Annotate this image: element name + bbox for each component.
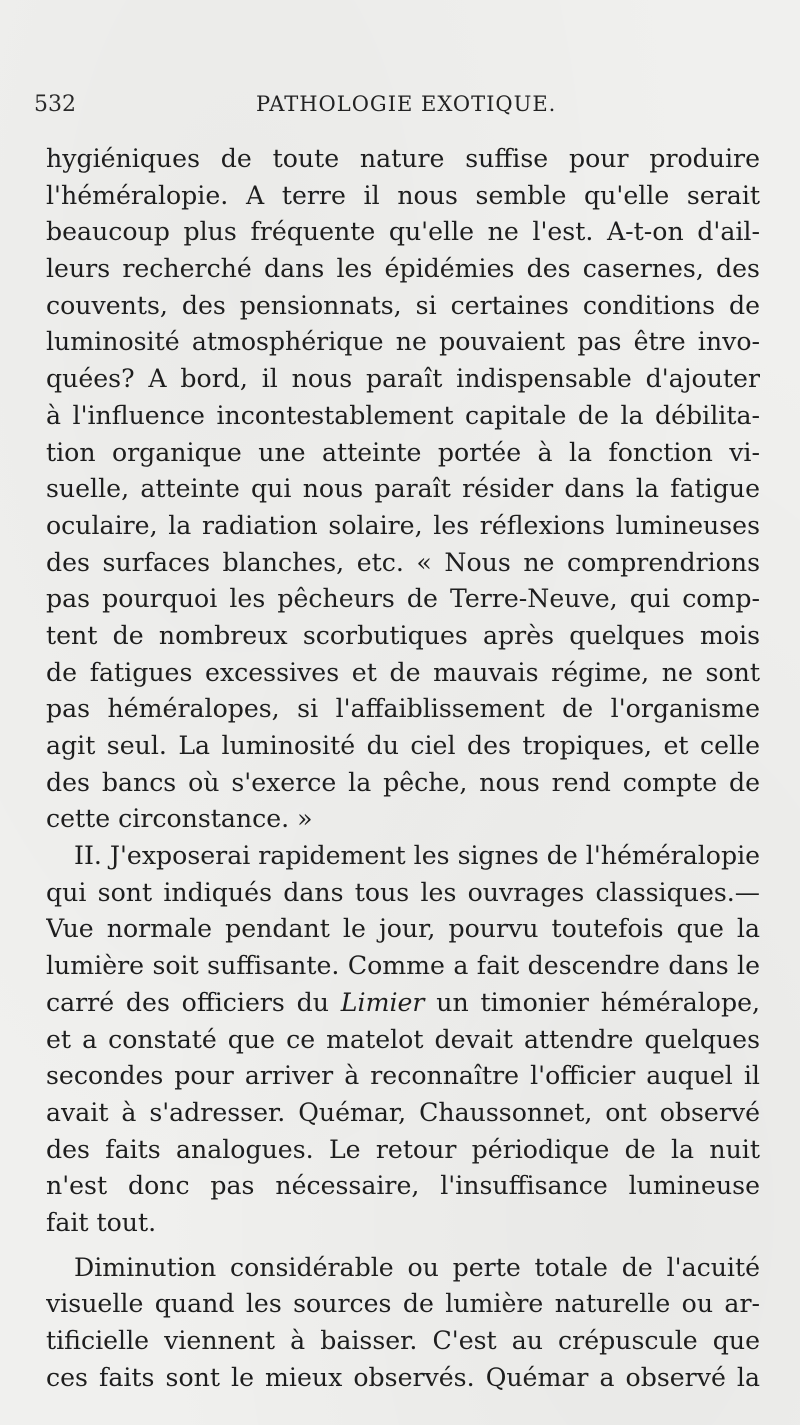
text-line: des bancs où s'exerce la pêche, nous rend compte de: [46, 767, 760, 797]
paragraph-2: [46, 838, 760, 1242]
text-line: Vue normale pendant le jour, pourvu toutefois que la: [46, 914, 760, 944]
text-line: Diminution considérable ou perte totale de l'acuité: [74, 1252, 760, 1282]
text-line: pas héméralopes, si l'affaiblissement de l'organisme: [46, 694, 760, 724]
text-line: tent de nombreux scorbutiques après quelques mois: [46, 620, 760, 650]
text-line: ces faits sont le mieux observés. Quémar a observé la: [46, 1362, 760, 1392]
paragraph-gap: [46, 1242, 760, 1250]
text-line: à l'influence incontestablement capitale de la débilita-: [46, 400, 760, 430]
body-text: [46, 141, 760, 1396]
text-line: pas pourquoi les pêcheurs de Terre-Neuve, qui comp-: [46, 584, 760, 614]
text-line: agit seul. La luminosité du ciel des tropiques, et celle: [46, 731, 760, 760]
text-line: des faits analogues. Le retour périodique de la nuit: [46, 1134, 760, 1164]
text-line: lumière soit suffisante. Comme a fait descendre dans le: [46, 951, 760, 981]
text-line: l'héméralopie. A terre il nous semble qu'elle serait: [46, 180, 760, 210]
text-line: n'est donc pas nécessaire, l'insuffisance lumineuse: [46, 1171, 760, 1201]
text-line: secondes pour arriver à reconnaître l'officier auquel il: [46, 1061, 760, 1091]
text-line: quées? A bord, il nous paraît indispensable d'ajouter: [46, 364, 760, 394]
text-line: tificielle viennent à baisser. C'est au crépuscule que: [46, 1326, 760, 1355]
text-line: tion organique une atteinte portée à la fonction vi-: [46, 437, 760, 467]
ship-name: Limier: [340, 987, 425, 1017]
text-line: des surfaces blanches, etc. « Nous ne comprendrions: [46, 547, 760, 577]
running-title: PATHOLOGIE EXOTIQUE.: [256, 92, 557, 116]
text-line: suelle, atteinte qui nous paraît résider dans la fatigue: [46, 474, 760, 504]
text-line: beaucoup plus fréquente qu'elle ne l'est. A-t-on d'ail-: [46, 217, 760, 247]
text-line: hygiéniques de toute nature suffise pour produire: [46, 144, 760, 173]
text-line: luminosité atmosphérique ne pouvaient pas être invo-: [46, 327, 760, 357]
running-head: [34, 92, 764, 122]
text-line: couvents, des pensionnats, si certaines conditions de: [46, 290, 760, 320]
page-number: 532: [34, 92, 76, 117]
text-line: II. J'exposerai rapidement les signes de l'héméralopie: [74, 841, 760, 871]
text-line: de fatigues excessives et de mauvais régime, ne sont: [46, 657, 760, 687]
paragraph-1: [46, 141, 760, 838]
text-line: avait à s'adresser. Quémar, Chaussonnet, ont observé: [46, 1097, 760, 1127]
text-line: cette circonstance. »: [46, 804, 313, 834]
text-line: oculaire, la radiation solaire, les réflexions lumineuses: [46, 510, 760, 540]
text-line: visuelle quand les sources de lumière naturelle ou ar-: [46, 1289, 760, 1319]
text-line: qui sont indiqués dans tous les ouvrages classiques.—: [46, 877, 760, 907]
text-fragment: carré des officiers du: [46, 987, 341, 1017]
text-line-with-ship-name: [46, 985, 760, 1022]
text-line: et a constaté que ce matelot devait attendre quelques: [46, 1024, 760, 1054]
text-fragment: un timonier héméralope,: [424, 987, 760, 1017]
paragraph-3: [46, 1250, 760, 1397]
text-line: leurs recherché dans les épidémies des casernes, des: [46, 254, 760, 284]
text-line: fait tout.: [46, 1207, 157, 1237]
